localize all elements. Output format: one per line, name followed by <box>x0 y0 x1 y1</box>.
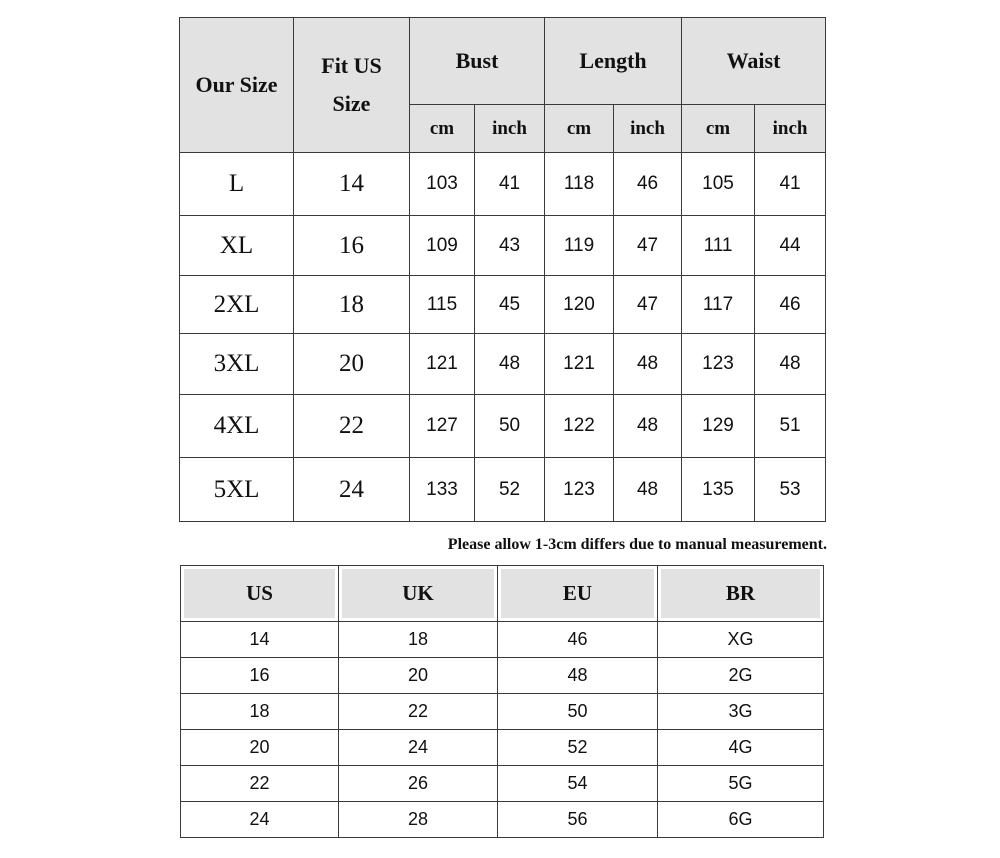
size-row <box>180 395 826 458</box>
header-fit-us-line1: Fit US <box>321 53 382 78</box>
header-our-size: Our Size <box>180 18 294 153</box>
us-cell: 14 <box>181 622 339 658</box>
eu-cell: 50 <box>498 694 658 730</box>
bust-cm-cell: 109 <box>410 216 475 276</box>
conversion-row <box>181 622 824 658</box>
size-chart-table <box>179 17 826 522</box>
our-size-cell: 3XL <box>180 334 294 395</box>
measurement-note: Please allow 1-3cm differs due to manual measurement. <box>447 536 827 553</box>
fit-us-cell: 18 <box>294 276 410 334</box>
header-waist: Waist <box>682 18 826 105</box>
eu-cell: 46 <box>498 622 658 658</box>
bust-cm-cell: 115 <box>410 276 475 334</box>
header-us: US <box>181 566 339 622</box>
unit-header: cm <box>410 105 475 153</box>
uk-cell: 26 <box>339 766 498 802</box>
our-size-cell: 2XL <box>180 276 294 334</box>
waist-cm-cell: 123 <box>682 334 755 395</box>
unit-header: inch <box>755 105 826 153</box>
header-bust: Bust <box>410 18 545 105</box>
conversion-row <box>181 730 824 766</box>
bust-cm-cell: 133 <box>410 458 475 522</box>
uk-cell: 24 <box>339 730 498 766</box>
size-row <box>180 276 826 334</box>
length-cm-cell: 120 <box>545 276 614 334</box>
waist-inch-cell: 41 <box>755 153 826 216</box>
length-inch-cell: 48 <box>614 458 682 522</box>
waist-inch-cell: 51 <box>755 395 826 458</box>
bust-inch-cell: 48 <box>475 334 545 395</box>
waist-cm-cell: 129 <box>682 395 755 458</box>
size-row <box>180 334 826 395</box>
br-cell: 2G <box>658 658 824 694</box>
fit-us-cell: 22 <box>294 395 410 458</box>
br-cell: 3G <box>658 694 824 730</box>
uk-cell: 18 <box>339 622 498 658</box>
us-cell: 16 <box>181 658 339 694</box>
our-size-cell: 4XL <box>180 395 294 458</box>
our-size-cell: 5XL <box>180 458 294 522</box>
length-cm-cell: 118 <box>545 153 614 216</box>
waist-inch-cell: 46 <box>755 276 826 334</box>
length-cm-cell: 123 <box>545 458 614 522</box>
length-cm-cell: 121 <box>545 334 614 395</box>
bust-inch-cell: 43 <box>475 216 545 276</box>
uk-cell: 20 <box>339 658 498 694</box>
eu-cell: 52 <box>498 730 658 766</box>
length-inch-cell: 48 <box>614 395 682 458</box>
waist-inch-cell: 44 <box>755 216 826 276</box>
waist-cm-cell: 105 <box>682 153 755 216</box>
our-size-cell: L <box>180 153 294 216</box>
waist-cm-cell: 117 <box>682 276 755 334</box>
header-eu: EU <box>498 566 658 622</box>
unit-header: inch <box>614 105 682 153</box>
length-cm-cell: 119 <box>545 216 614 276</box>
uk-cell: 22 <box>339 694 498 730</box>
fit-us-cell: 24 <box>294 458 410 522</box>
waist-inch-cell: 48 <box>755 334 826 395</box>
length-cm-cell: 122 <box>545 395 614 458</box>
conversion-row <box>181 766 824 802</box>
br-cell: 4G <box>658 730 824 766</box>
us-cell: 22 <box>181 766 339 802</box>
eu-cell: 54 <box>498 766 658 802</box>
header-length: Length <box>545 18 682 105</box>
bust-inch-cell: 45 <box>475 276 545 334</box>
br-cell: XG <box>658 622 824 658</box>
bust-cm-cell: 127 <box>410 395 475 458</box>
bust-cm-cell: 121 <box>410 334 475 395</box>
fit-us-cell: 16 <box>294 216 410 276</box>
our-size-cell: XL <box>180 216 294 276</box>
conversion-row <box>181 694 824 730</box>
size-conversion-table <box>180 565 824 838</box>
waist-cm-cell: 111 <box>682 216 755 276</box>
waist-cm-cell: 135 <box>682 458 755 522</box>
bust-cm-cell: 103 <box>410 153 475 216</box>
us-cell: 24 <box>181 802 339 838</box>
bust-inch-cell: 41 <box>475 153 545 216</box>
header-uk: UK <box>339 566 498 622</box>
size-row <box>180 216 826 276</box>
length-inch-cell: 46 <box>614 153 682 216</box>
length-inch-cell: 47 <box>614 276 682 334</box>
header-br: BR <box>658 566 824 622</box>
us-cell: 18 <box>181 694 339 730</box>
bust-inch-cell: 50 <box>475 395 545 458</box>
bust-inch-cell: 52 <box>475 458 545 522</box>
conversion-row <box>181 802 824 838</box>
size-row <box>180 153 826 216</box>
uk-cell: 28 <box>339 802 498 838</box>
unit-header: inch <box>475 105 545 153</box>
unit-header: cm <box>545 105 614 153</box>
conversion-row <box>181 658 824 694</box>
fit-us-cell: 20 <box>294 334 410 395</box>
waist-inch-cell: 53 <box>755 458 826 522</box>
br-cell: 5G <box>658 766 824 802</box>
size-row <box>180 458 826 522</box>
header-fit-us-size <box>294 18 410 153</box>
header-fit-us-line2: Size <box>332 91 371 116</box>
unit-header: cm <box>682 105 755 153</box>
length-inch-cell: 47 <box>614 216 682 276</box>
length-inch-cell: 48 <box>614 334 682 395</box>
eu-cell: 56 <box>498 802 658 838</box>
br-cell: 6G <box>658 802 824 838</box>
us-cell: 20 <box>181 730 339 766</box>
eu-cell: 48 <box>498 658 658 694</box>
fit-us-cell: 14 <box>294 153 410 216</box>
